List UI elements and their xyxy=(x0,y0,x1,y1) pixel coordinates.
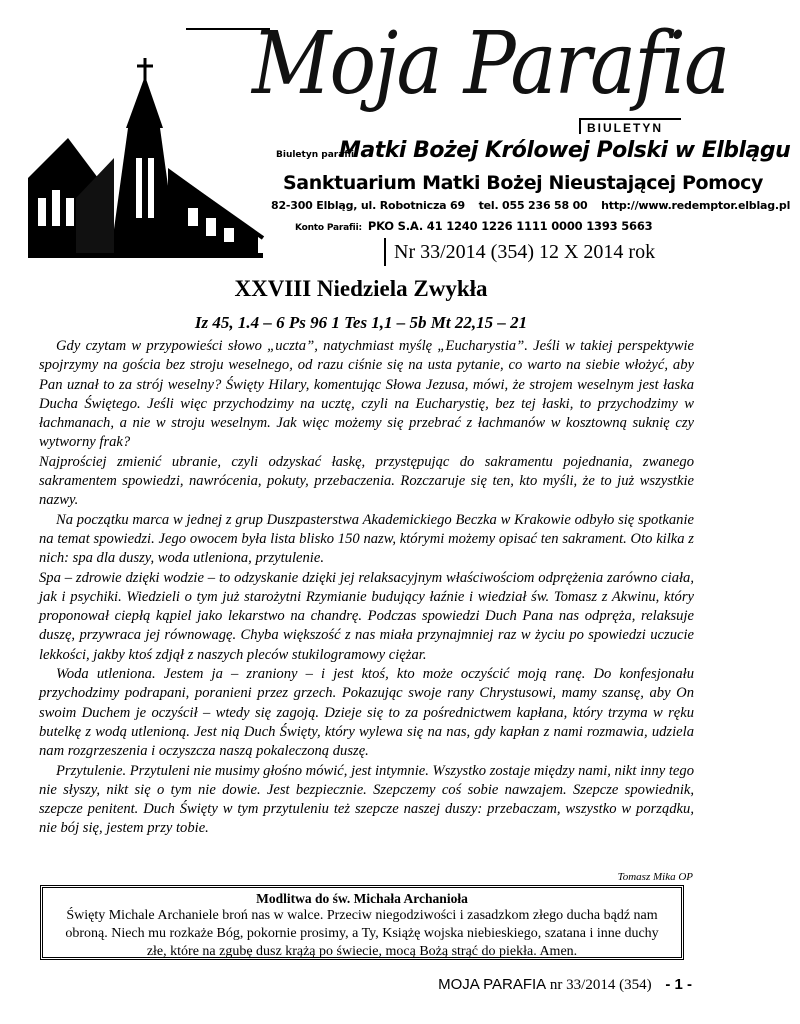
prayer-box xyxy=(40,885,684,960)
phone: tel. 055 236 58 00 xyxy=(478,199,588,212)
masthead-title-text: Moja Parafia xyxy=(252,14,729,114)
church-logo-icon xyxy=(28,58,263,258)
sanctuary-name: Sanktuarium Matki Bożej Nieustającej Pomocy xyxy=(283,172,764,194)
footer-publication: MOJA PARAFIA xyxy=(438,976,547,993)
website-link[interactable]: http://www.redemptor.elblag.pl xyxy=(601,199,791,212)
article-paragraph: Gdy czytam w przypowieści słowo „uczta”, natychmiast myślę „Eucharystia”. Jeśli w takiej perspektywie spojrzymy na gościa bez stroju weselnego, od razu ciśnie się na usta pytanie, co warto na siebie włożyć, aby Pan uznał to za strój weselny? Święty Hilary, komentując Słowa Jezusa, mówi, że strojem weselnym jest łaska Ducha Świętego. Jeśli więc przychodzimy na ucztę, czyli na Eucharystię, bez tej łaski, to przychodzimy w łachmanach, a nie w stroju weselnym. Jak więc możemy się przebrać z łachmanów w kosztowną suknię czy wytworny frak? xyxy=(39,338,694,451)
prayer-title: Modlitwa do św. Michała Archanioła xyxy=(256,891,468,906)
account-label: Konto Parafii: xyxy=(295,223,362,233)
account-line xyxy=(295,219,662,233)
article-paragraph: Przytulenie. Przytuleni nie musimy głośno mówić, jest intymnie. Wszystko zostaje między nami, nikt inny tego nie słyszy, nikt się o tym nie dowie. Jest bezpiecznie. Szepczemy coś sobie nawzajem. Szepcze spowiednik, szepcze penitent. Duch Święty w tym przytuleniu też szepcze naszej duszy: przebaczam, wszystko w porządku, nie bój się, jestem przy tobie. xyxy=(39,762,694,837)
page-number: - 1 - xyxy=(665,976,692,993)
issue-number: Nr 33/2014 (354) 12 X 2014 rok xyxy=(384,238,684,266)
prayer-text: Święty Michale Archaniele broń nas w walce. Przeciw niegodziwości i zasadzkom złego ducha bądź nam obroną. Niech mu rozkaże Bóg, pokornie prosimy, a Ty, Książę wojska niebieskiego, szatana i inne duchy złe, które na zgubę dusz krążą po świecie, mocą Bożą strąć do piekła. Amen. xyxy=(65,908,659,959)
footer-issue: nr 33/2014 (354) xyxy=(549,977,652,993)
page-footer xyxy=(438,976,692,994)
article-paragraph: Spa – zdrowie dzięki wodzie – to odzyskanie dzięki jej relaksacyjnym właściwościom odprężenia zarówno ciała, jak i psychiki. Wiedzieli o tym już starożytni Rzymianie budujący łaźnie i wiedział św. Tomasz z Akwinu, który proponował ciepłą kąpiel jako lekarstwo na chandrę. Podczas spowiedzi Duch Pana nas odpręża, relaksuje duszę, przywraca jej równowagę. Chyba większość z nas miała przynajmniej raz w życiu po spowiedzi uczucie lekkości, jakby ktoś zdjął z naszych pleców stukilogramowy ciężar. xyxy=(39,569,694,663)
article-title: XXVIII Niedziela Zwykła xyxy=(234,276,488,301)
article-paragraph: Na początku marca w jednej z grup Duszpasterstwa Akademickiego Beczka w Krakowie odbyło się spotkanie na temat spowiedzi. Jego owocem była lista blisko 150 nazw, którymi możemy opisać ten sakrament. Oto kilka z nich: spa dla duszy, woda utleniona, przytulenie. xyxy=(39,511,694,567)
address: 82-300 Elbląg, ul. Robotnicza 69 xyxy=(271,199,465,212)
scripture-references: Iz 45, 1.4 – 6 Ps 96 1 Tes 1,1 – 5b Mt 22,15 – 21 xyxy=(194,313,528,332)
article-paragraph: Najprościej zmienić ubranie, czyli odzyskać łaskę, przystępując do sakramentu pojednania, zwanego sakramentem spowiedzi, nawrócenia, pokuty, przebaczenia. Rozczaruje się ten, kto myśli, że to już wszystkie nazwy. xyxy=(39,453,694,509)
masthead-subtitle: BIULETYN xyxy=(579,118,681,134)
masthead-title xyxy=(246,4,729,129)
article-body xyxy=(39,337,694,839)
account-number: PKO S.A. 41 1240 1226 1111 0000 1393 5663 xyxy=(367,219,653,233)
parafia-label: Biuletyn parafii xyxy=(276,150,355,160)
contact-line xyxy=(271,199,800,212)
parish-name: Matki Bożej Królowej Polski w Elblągu xyxy=(339,138,791,163)
article-paragraph: Woda utleniona. Jestem ja – zraniony – i jest ktoś, kto może oczyścić moją ranę. Do konfesjonału przychodzimy podrapani, poranieni przez grzech. Pokazując swoje rany Chrystusowi, mamy szansę, aby On swoim Duchem je oczyścił – wtedy się zagoją. Dzieje się to za pośrednictwem kapłana, który trzyma w ręku butelkę z wodą utlenioną. Jest nią Duch Święty, który wylewa się na nas, gdy kapłan z nami rozmawia, udziela nam rozgrzeszenia i oczyszcza naszą pokaleczoną duszę. xyxy=(39,666,694,760)
article-author: Tomasz Mika OP xyxy=(617,871,693,883)
